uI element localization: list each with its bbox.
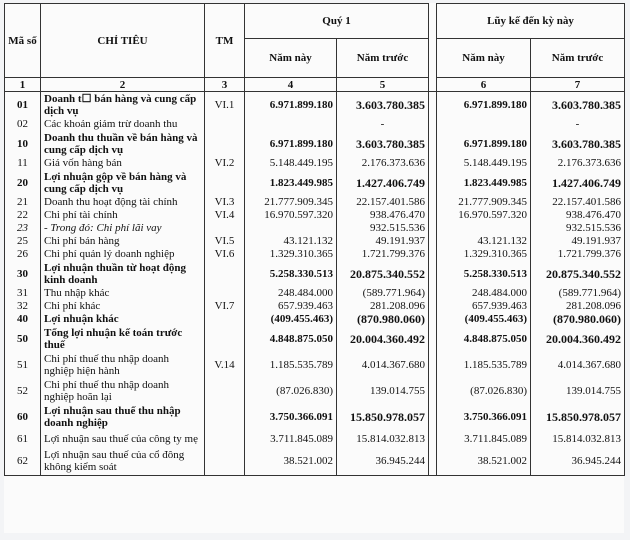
table-row (5, 378, 625, 404)
quarter-last-year-value: 1.427.406.749 (337, 170, 429, 196)
table-row (5, 118, 625, 131)
row-code: 11 (5, 157, 41, 170)
header-this-year: Năm này (245, 39, 337, 78)
quarter-this-year-value: 4.848.875.050 (245, 326, 337, 352)
table-row (5, 235, 625, 248)
financial-statement (4, 3, 624, 533)
table-row (5, 196, 625, 209)
row-code: 52 (5, 378, 41, 404)
header-code: Mã số (5, 4, 41, 78)
row-code: 31 (5, 287, 41, 300)
table-row (5, 92, 625, 118)
row-notes: VI.3 (205, 196, 245, 209)
row-indicator: Lợi nhuận thuần từ hoạt động kinh doanh (41, 261, 205, 287)
header-accumulated: Lũy kế đến kỳ này (437, 4, 625, 39)
row-code: 25 (5, 235, 41, 248)
accumulated-this-year-value: (409.455.463) (437, 313, 531, 326)
quarter-last-year-value: 1.721.799.376 (337, 248, 429, 261)
accumulated-last-year-value: - (531, 118, 625, 131)
row-code: 62 (5, 448, 41, 476)
quarter-this-year-value: 6.971.899.180 (245, 131, 337, 157)
row-code: 32 (5, 300, 41, 313)
row-notes (205, 170, 245, 196)
accumulated-this-year-value: 6.971.899.180 (437, 131, 531, 157)
header-this-year-acc: Năm này (437, 39, 531, 78)
row-indicator: Chi phí khác (41, 300, 205, 313)
quarter-this-year-value: 43.121.132 (245, 235, 337, 248)
quarter-this-year-value: 657.939.463 (245, 300, 337, 313)
row-code: 51 (5, 352, 41, 378)
quarter-last-year-value: 4.014.367.680 (337, 352, 429, 378)
accumulated-last-year-value: (589.771.964) (531, 287, 625, 300)
quarter-this-year-value (245, 118, 337, 131)
table-row (5, 326, 625, 352)
accumulated-last-year-value: 4.014.367.680 (531, 352, 625, 378)
quarter-last-year-value: 20.004.360.492 (337, 326, 429, 352)
row-notes (205, 287, 245, 300)
row-notes (205, 448, 245, 476)
row-code: 30 (5, 261, 41, 287)
row-indicator: Lợi nhuận gộp về bán hàng và cung cấp dịch vụ (41, 170, 205, 196)
accumulated-last-year-value: 20.004.360.492 (531, 326, 625, 352)
quarter-last-year-value: 22.157.401.586 (337, 196, 429, 209)
accumulated-last-year-value: 139.014.755 (531, 378, 625, 404)
row-notes: VI.6 (205, 248, 245, 261)
row-notes (205, 326, 245, 352)
row-notes: VI.4 (205, 209, 245, 222)
row-code: 23 (5, 222, 41, 235)
table-row (5, 430, 625, 448)
row-code: 50 (5, 326, 41, 352)
quarter-this-year-value: 16.970.597.320 (245, 209, 337, 222)
row-indicator: - Trong đó: Chi phí lãi vay (41, 222, 205, 235)
quarter-last-year-value: 3.603.780.385 (337, 92, 429, 118)
row-indicator: Doanh t☐ bán hàng và cung cấp dịch vụ (41, 92, 205, 118)
accumulated-this-year-value: 21.777.909.345 (437, 196, 531, 209)
quarter-this-year-value: 21.777.909.345 (245, 196, 337, 209)
accumulated-last-year-value: 15.850.978.057 (531, 404, 625, 430)
row-indicator: Doanh thu thuần về bán hàng và cung cấp dịch vụ (41, 131, 205, 157)
quarter-last-year-value: (589.771.964) (337, 287, 429, 300)
accumulated-last-year-value: 3.603.780.385 (531, 131, 625, 157)
quarter-this-year-value: 1.823.449.985 (245, 170, 337, 196)
table-row (5, 287, 625, 300)
accumulated-this-year-value: (87.026.830) (437, 378, 531, 404)
row-notes (205, 118, 245, 131)
row-code: 10 (5, 131, 41, 157)
table-row (5, 170, 625, 196)
quarter-last-year-value: 49.191.937 (337, 235, 429, 248)
accumulated-last-year-value: 938.476.470 (531, 209, 625, 222)
table-row (5, 404, 625, 430)
row-indicator: Lợi nhuận sau thuế của cổ đông không kiểm soát (41, 448, 205, 476)
table-row (5, 448, 625, 476)
row-indicator: Chi phí thuế thu nhập doanh nghiệp hiện hành (41, 352, 205, 378)
accumulated-this-year-value: 1.329.310.365 (437, 248, 531, 261)
quarter-last-year-value: 3.603.780.385 (337, 131, 429, 157)
col-index: 5 (337, 78, 429, 92)
accumulated-this-year-value: 3.750.366.091 (437, 404, 531, 430)
quarter-last-year-value: (870.980.060) (337, 313, 429, 326)
row-code: 61 (5, 430, 41, 448)
accumulated-last-year-value: 22.157.401.586 (531, 196, 625, 209)
quarter-this-year-value: (87.026.830) (245, 378, 337, 404)
table-row (5, 209, 625, 222)
row-notes (205, 261, 245, 287)
quarter-this-year-value: 248.484.000 (245, 287, 337, 300)
accumulated-this-year-value: 3.711.845.089 (437, 430, 531, 448)
header-quarter: Quý 1 (245, 4, 429, 39)
table-row (5, 313, 625, 326)
quarter-this-year-value: 1.185.535.789 (245, 352, 337, 378)
table-row (5, 352, 625, 378)
quarter-this-year-value: 3.711.845.089 (245, 430, 337, 448)
row-notes: V.14 (205, 352, 245, 378)
accumulated-this-year-value: 1.823.449.985 (437, 170, 531, 196)
row-indicator: Doanh thu hoạt động tài chính (41, 196, 205, 209)
row-code: 40 (5, 313, 41, 326)
quarter-this-year-value: 6.971.899.180 (245, 92, 337, 118)
quarter-last-year-value: 281.208.096 (337, 300, 429, 313)
row-code: 26 (5, 248, 41, 261)
row-code: 20 (5, 170, 41, 196)
row-indicator: Lợi nhuận sau thuế thu nhập doanh nghiệp (41, 404, 205, 430)
table-row (5, 300, 625, 313)
row-indicator: Tổng lợi nhuận kế toán trước thuế (41, 326, 205, 352)
quarter-last-year-value: 139.014.755 (337, 378, 429, 404)
table-row (5, 248, 625, 261)
accumulated-last-year-value: 15.814.032.813 (531, 430, 625, 448)
header-last-year-acc: Năm trước (531, 39, 625, 78)
row-notes (205, 404, 245, 430)
accumulated-this-year-value: 16.970.597.320 (437, 209, 531, 222)
row-notes (205, 430, 245, 448)
accumulated-this-year-value: 5.258.330.513 (437, 261, 531, 287)
accumulated-this-year-value: 43.121.132 (437, 235, 531, 248)
row-notes: VI.5 (205, 235, 245, 248)
accumulated-this-year-value: 5.148.449.195 (437, 157, 531, 170)
row-code: 01 (5, 92, 41, 118)
quarter-last-year-value: 932.515.536 (337, 222, 429, 235)
accumulated-this-year-value (437, 118, 531, 131)
row-code: 22 (5, 209, 41, 222)
quarter-this-year-value: 1.329.310.365 (245, 248, 337, 261)
header-indicator: CHỈ TIÊU (41, 4, 205, 78)
row-indicator: Thu nhập khác (41, 287, 205, 300)
col-index: 1 (5, 78, 41, 92)
quarter-last-year-value: 938.476.470 (337, 209, 429, 222)
row-notes (205, 131, 245, 157)
accumulated-last-year-value: 2.176.373.636 (531, 157, 625, 170)
col-index: 7 (531, 78, 625, 92)
row-indicator: Lợi nhuận sau thuế của công ty mẹ (41, 430, 205, 448)
col-index: 2 (41, 78, 205, 92)
row-code: 02 (5, 118, 41, 131)
header-last-year: Năm trước (337, 39, 429, 78)
quarter-this-year-value: 5.258.330.513 (245, 261, 337, 287)
row-indicator: Lợi nhuận khác (41, 313, 205, 326)
row-notes: VI.2 (205, 157, 245, 170)
accumulated-last-year-value: (870.980.060) (531, 313, 625, 326)
header-notes: TM (205, 4, 245, 78)
col-index: 6 (437, 78, 531, 92)
quarter-last-year-value: 15.814.032.813 (337, 430, 429, 448)
row-code: 60 (5, 404, 41, 430)
row-indicator: Chi phí tài chính (41, 209, 205, 222)
quarter-this-year-value: 5.148.449.195 (245, 157, 337, 170)
accumulated-this-year-value: 4.848.875.050 (437, 326, 531, 352)
quarter-this-year-value: 3.750.366.091 (245, 404, 337, 430)
accumulated-this-year-value: 248.484.000 (437, 287, 531, 300)
accumulated-this-year-value: 657.939.463 (437, 300, 531, 313)
row-indicator: Chi phí quản lý doanh nghiệp (41, 248, 205, 261)
accumulated-this-year-value: 6.971.899.180 (437, 92, 531, 118)
row-notes (205, 378, 245, 404)
table-row (5, 222, 625, 235)
accumulated-this-year-value: 38.521.002 (437, 448, 531, 476)
quarter-this-year-value: (409.455.463) (245, 313, 337, 326)
row-notes: VI.7 (205, 300, 245, 313)
accumulated-last-year-value: 932.515.536 (531, 222, 625, 235)
row-notes: VI.1 (205, 92, 245, 118)
row-notes (205, 313, 245, 326)
table-row (5, 131, 625, 157)
accumulated-last-year-value: 281.208.096 (531, 300, 625, 313)
quarter-last-year-value: 20.875.340.552 (337, 261, 429, 287)
accumulated-this-year-value: 1.185.535.789 (437, 352, 531, 378)
accumulated-last-year-value: 36.945.244 (531, 448, 625, 476)
quarter-last-year-value: 2.176.373.636 (337, 157, 429, 170)
table-row (5, 157, 625, 170)
accumulated-last-year-value: 1.721.799.376 (531, 248, 625, 261)
row-indicator: Chi phí bán hàng (41, 235, 205, 248)
row-code: 21 (5, 196, 41, 209)
row-indicator: Giá vốn hàng bán (41, 157, 205, 170)
income-statement-table (4, 3, 625, 476)
row-indicator: Các khoản giảm trừ doanh thu (41, 118, 205, 131)
quarter-this-year-value: 38.521.002 (245, 448, 337, 476)
col-index: 4 (245, 78, 337, 92)
accumulated-last-year-value: 20.875.340.552 (531, 261, 625, 287)
table-row (5, 261, 625, 287)
quarter-last-year-value: 15.850.978.057 (337, 404, 429, 430)
row-notes (205, 222, 245, 235)
accumulated-this-year-value (437, 222, 531, 235)
row-indicator: Chi phí thuế thu nhập doanh nghiệp hoãn lại (41, 378, 205, 404)
col-index: 3 (205, 78, 245, 92)
accumulated-last-year-value: 49.191.937 (531, 235, 625, 248)
quarter-last-year-value: 36.945.244 (337, 448, 429, 476)
quarter-this-year-value (245, 222, 337, 235)
quarter-last-year-value: - (337, 118, 429, 131)
accumulated-last-year-value: 3.603.780.385 (531, 92, 625, 118)
accumulated-last-year-value: 1.427.406.749 (531, 170, 625, 196)
